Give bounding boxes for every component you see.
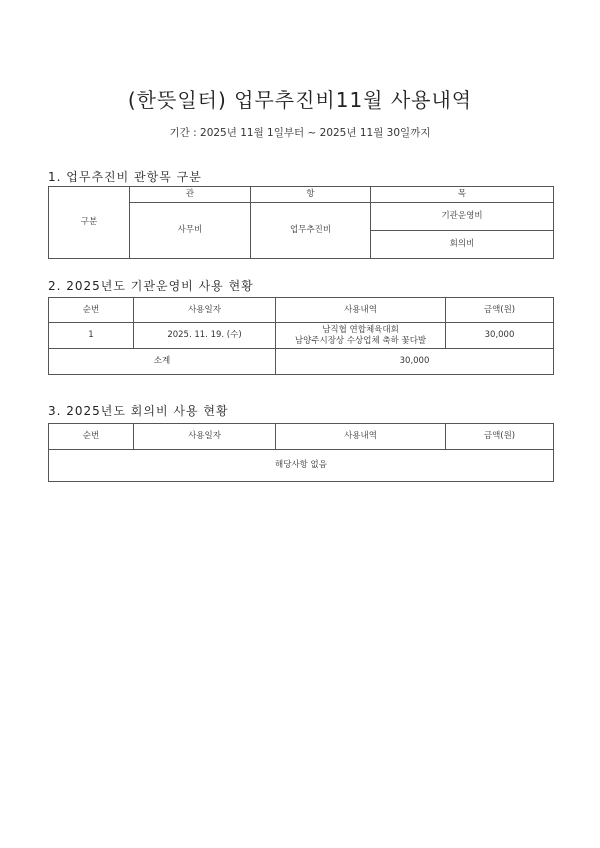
header-date: 사용일자 xyxy=(134,424,276,450)
mok-value: 회의비 xyxy=(371,231,554,259)
period-text: 기간 : 2025년 11월 1일부터 ~ 2025년 11월 30일까지 xyxy=(169,127,431,139)
hang-value: 업무추진비 xyxy=(251,203,371,259)
header-hang: 항 xyxy=(251,187,371,203)
header-amount: 금액(원) xyxy=(446,424,554,450)
desc-line: 남양주시장상 수상업체 축하 꽃다발 xyxy=(294,335,427,346)
row-no: 1 xyxy=(49,323,134,349)
section1-heading: 1. 업무추진비 관항목 구분 xyxy=(48,170,202,184)
gwan-value: 사무비 xyxy=(130,203,251,259)
header-gwan: 관 xyxy=(130,187,251,203)
subtotal-label: 소계 xyxy=(49,349,276,375)
document-title: (한뜻일터) 업무추진비11월 사용내역 xyxy=(127,88,473,112)
header-no: 순번 xyxy=(49,424,134,450)
section3-heading: 3. 2025년도 회의비 사용 현황 xyxy=(48,404,229,418)
header-no: 순번 xyxy=(49,298,134,323)
row-label: 구분 xyxy=(49,187,130,259)
header-desc: 사용내역 xyxy=(276,424,446,450)
row-amount: 30,000 xyxy=(446,323,554,349)
row-date: 2025. 11. 19. (수) xyxy=(134,323,276,349)
section2-heading: 2. 2025년도 기관운영비 사용 현황 xyxy=(48,279,254,293)
desc-line: 남직협 연합체육대회 xyxy=(322,325,399,336)
header-mok: 목 xyxy=(371,187,554,203)
empty-message: 해당사항 없음 xyxy=(49,450,554,482)
mok-value: 기관운영비 xyxy=(371,203,554,231)
table-row xyxy=(49,323,554,349)
budget-category-table xyxy=(48,186,554,259)
header-desc: 사용내역 xyxy=(276,298,446,323)
subtotal-value: 30,000 xyxy=(276,349,554,375)
row-desc xyxy=(276,323,446,349)
header-amount: 금액(원) xyxy=(446,298,554,323)
header-date: 사용일자 xyxy=(134,298,276,323)
operating-expense-table xyxy=(48,297,554,375)
meeting-expense-table xyxy=(48,423,554,482)
